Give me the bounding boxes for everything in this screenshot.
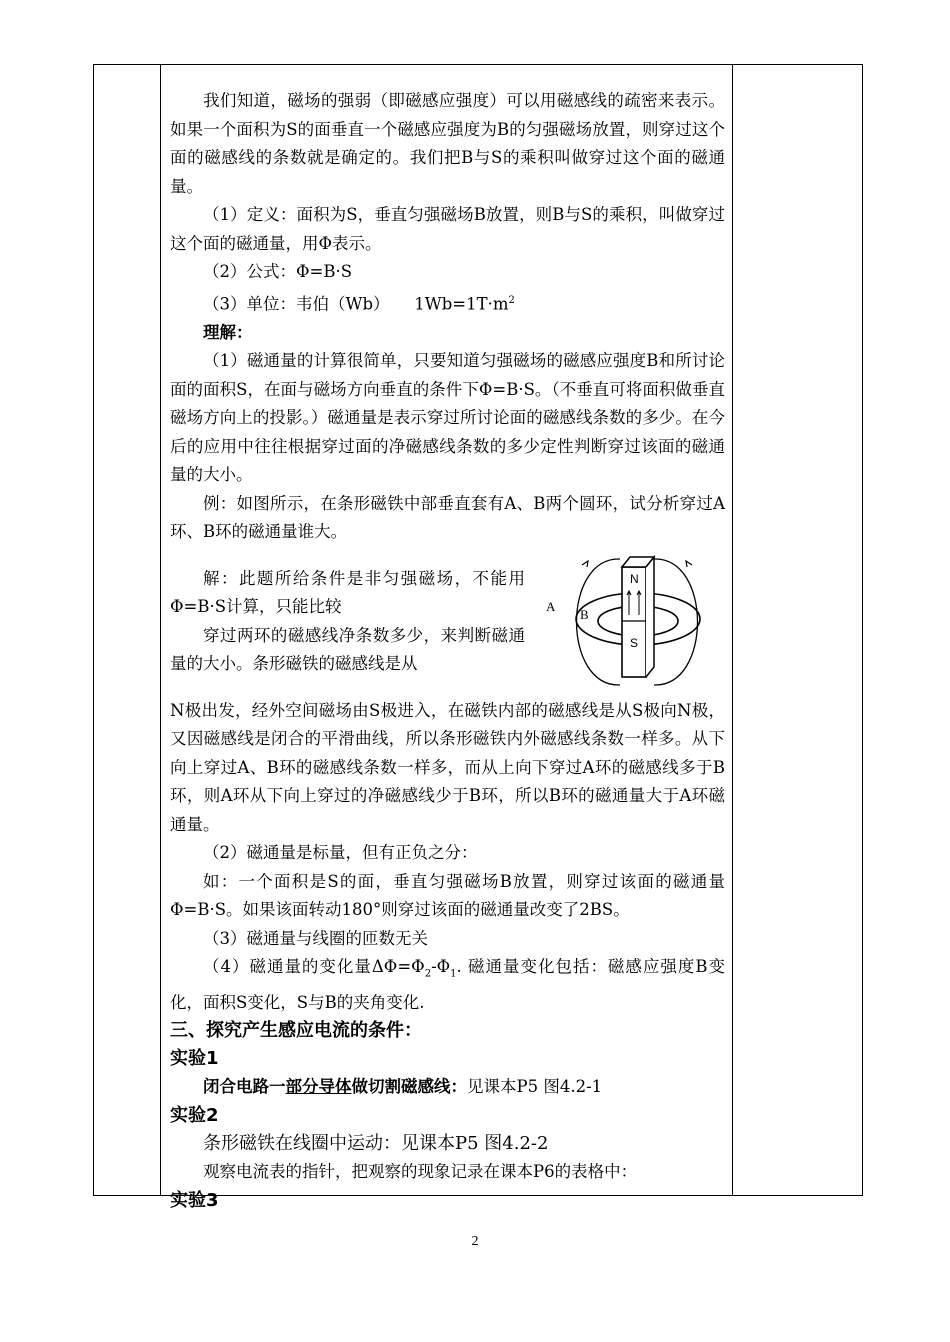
change-text-c: . 磁通量变化包括：磁感应强度B变化，面积S变化，S与B的夹角变化. [170, 957, 725, 1012]
exp1-text-a: 闭合电路一 [203, 1077, 286, 1097]
change-text-a: （4）磁通量的变化量ΔΦ=Φ [203, 957, 425, 976]
solution-paragraph-rest: N极出发，经外空间磁场由S极进入，在磁铁内部的磁感线是从S极向N极，又因磁感线是闭合的平滑曲线，所以条形磁铁内外磁感线条数一样多。从下向上穿过A、B环的磁感线条数一样多，而从上向下穿过A环的磁感线多于B环，则A环从下向上穿过的净磁感线少于B环，所以B环的磁通量大于A环磁通量。 [170, 700, 725, 834]
bar-magnet-rings-figure [542, 547, 722, 697]
example-figure-block [170, 547, 725, 697]
calc-paragraph: （1）磁通量的计算很简单，只要知道匀强磁场的磁感应强度B和所讨论面的面积S，在面与磁场方向垂直的条件下Φ=B·S。（不垂直可将面积做垂直磁场方向上的投影。）磁通量是表示穿过所讨论面的磁感线条数的多少。在今后的应用中往往根据穿过面的净磁感线条数的多少定性判断穿过该面的磁通量的大小。 [170, 351, 725, 484]
solution-paragraph-continued: 穿过两环的磁感线净条数多少，来判断磁通量的大小。条形磁铁的磁感线是从 [170, 625, 525, 673]
unit-text: （3）单位：韦伯（Wb） 1Wb=1T·m [203, 294, 509, 313]
scalar-paragraph: （2）磁通量是标量，但有正负之分： [203, 843, 478, 862]
solution-paragraph: 解：此题所给条件是非匀强磁场，不能用Φ=B·S计算，只能比较 [170, 568, 525, 616]
exp1-underlined: 部分导体 [285, 1077, 352, 1097]
table-column-divider-right [732, 65, 733, 1195]
experiment-2-observation: 观察电流表的指针，把观察的现象记录在课本P6的表格中： [203, 1162, 638, 1182]
experiment-2-heading: 实验2 [170, 1104, 219, 1126]
ring-a-label: A [546, 598, 556, 614]
magnet-north-label: N [630, 571, 639, 586]
magnet-south-label: S [630, 635, 639, 650]
solution-text-beside-figure [170, 547, 525, 679]
example-paragraph: 例：如图所示，在条形磁铁中部垂直套有A、B两个圆环，试分析穿过A环、B环的磁通量谁大。 [170, 493, 725, 541]
turns-paragraph: （3）磁通量与线圈的匝数无关 [203, 928, 428, 948]
formula-paragraph: （2）公式：Φ=B·S [203, 262, 353, 281]
exp1-text-c: 见课本P5 图4.2-1 [467, 1077, 603, 1097]
definition-paragraph: （1）定义：面积为S，垂直匀强磁场B放置，则B与S的乘积，叫做穿过这个面的磁通量，用Φ表示。 [170, 205, 725, 253]
table-column-divider-left [160, 65, 161, 1195]
unit-superscript: 2 [508, 294, 515, 306]
exp1-text-b: 做切割磁感线： [351, 1077, 467, 1097]
understand-heading: 理解： [203, 322, 253, 342]
intro-paragraph: 我们知道，磁场的强弱（即磁感应强度）可以用磁感线的疏密来表示。如果一个面积为S的面垂直一个磁感应强度为B的匀强磁场放置，则穿过这个面的磁感线的条数就是确定的。我们把B与S的乘积叫做穿过这个面的磁通量。 [170, 91, 725, 196]
experiment-2-line: 条形磁铁在线圈中运动：见课本P5 图4.2-2 [203, 1132, 549, 1154]
change-text-b: -Φ [431, 957, 451, 976]
scalar-example-paragraph: 如：一个面积是S的面，垂直匀强磁场B放置，则穿过该面的磁通量Φ=B·S。如果该面转动180°则穿过该面的磁通量改变了2BS。 [170, 871, 725, 919]
lesson-table [93, 64, 863, 1211]
page-number: 2 [471, 1234, 479, 1249]
experiment-1-heading: 实验1 [170, 1048, 219, 1070]
experiment-3-heading: 实验3 [170, 1189, 219, 1211]
change-subscript-2: 2 [424, 968, 432, 980]
experiment-1-line [170, 1073, 725, 1102]
change-subscript-1: 1 [450, 968, 457, 980]
ring-b-label: B [580, 606, 589, 622]
unit-paragraph [170, 287, 725, 319]
change-paragraph [170, 953, 725, 1017]
main-content-cell [170, 87, 725, 1215]
section-three-title: 三、探究产生感应电流的条件： [170, 1020, 422, 1042]
